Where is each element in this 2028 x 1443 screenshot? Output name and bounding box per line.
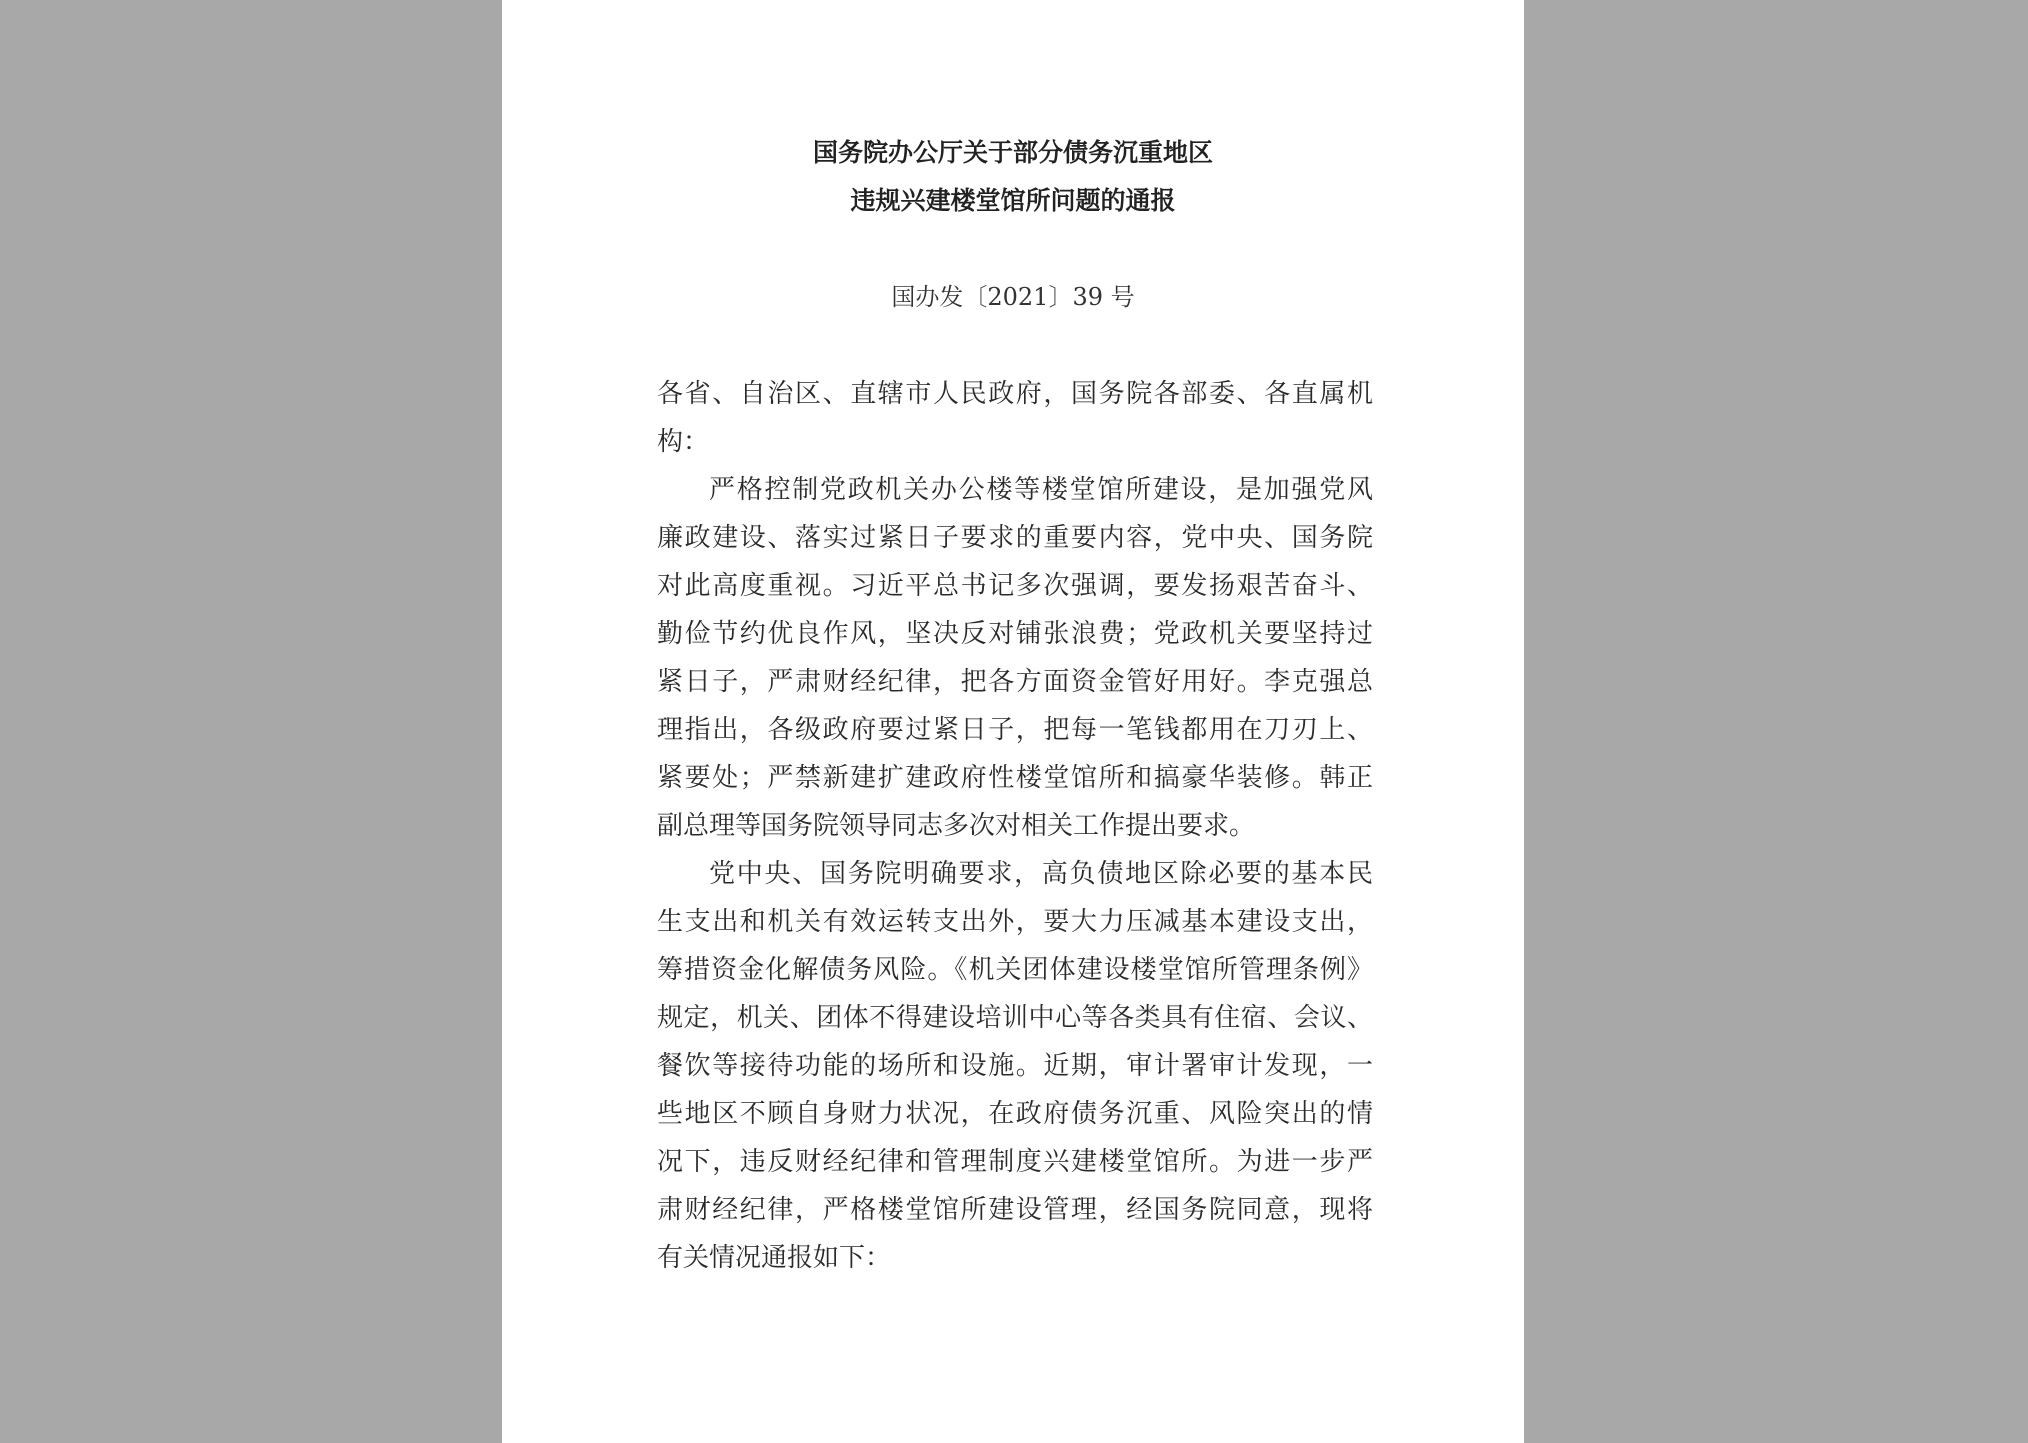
paragraph-line: 廉政建设、落实过紧日子要求的重要内容，党中央、国务院 [657,523,1373,553]
salutation [657,370,1373,466]
paragraph-line: 紧日子，严肃财经纪律，把各方面资金管好用好。李克强总 [657,667,1373,697]
paragraph-line: 党中央、国务院明确要求，高负债地区除必要的基本民 [709,859,1373,889]
salutation-line: 各省、自治区、直辖市人民政府，国务院各部委、各直属机 [657,379,1373,409]
paragraph-line: 规定，机关、团体不得建设培训中心等各类具有住宿、会议、 [657,1003,1373,1033]
paragraph-line: 副总理等国务院领导同志多次对相关工作提出要求。 [657,811,1256,841]
paragraph-2 [657,850,1373,1282]
paragraph-line: 况下，违反财经纪律和管理制度兴建楼堂馆所。为进一步严 [657,1147,1373,1177]
document-title-line-2: 违规兴建楼堂馆所问题的通报 [850,186,1176,215]
paragraph-line: 筹措资金化解债务风险。《机关团体建设楼堂馆所管理条例》 [657,955,1373,985]
paragraph-line: 餐饮等接待功能的场所和设施。近期，审计署审计发现，一 [657,1051,1373,1081]
paragraph-line: 勤俭节约优良作风，坚决反对铺张浪费；党政机关要坚持过 [657,619,1373,649]
paragraph-line: 肃财经纪律，严格楼堂馆所建设管理，经国务院同意，现将 [657,1195,1373,1225]
salutation-line: 构： [657,427,710,457]
paragraph-line: 有关情况通报如下： [657,1243,892,1273]
paragraph-line: 些地区不顾自身财力状况，在政府债务沉重、风险突出的情 [657,1099,1373,1129]
paragraph-line: 理指出，各级政府要过紧日子，把每一笔钱都用在刀刃上、 [657,715,1373,745]
paragraph-line: 严格控制党政机关办公楼等楼堂馆所建设，是加强党风 [709,475,1373,505]
paragraph-line: 对此高度重视。习近平总书记多次强调，要发扬艰苦奋斗、 [657,571,1373,601]
paragraph-line: 生支出和机关有效运转支出外，要大力压减基本建设支出， [657,907,1373,937]
paragraph-line: 紧要处；严禁新建扩建政府性楼堂馆所和搞豪华装修。韩正 [657,763,1373,793]
document-page [502,0,1524,1443]
paragraph-1 [657,466,1373,850]
document-title-line-1: 国务院办公厅关于部分债务沉重地区 [812,138,1213,167]
document-number: 国办发〔2021〕39 号 [891,283,1135,311]
